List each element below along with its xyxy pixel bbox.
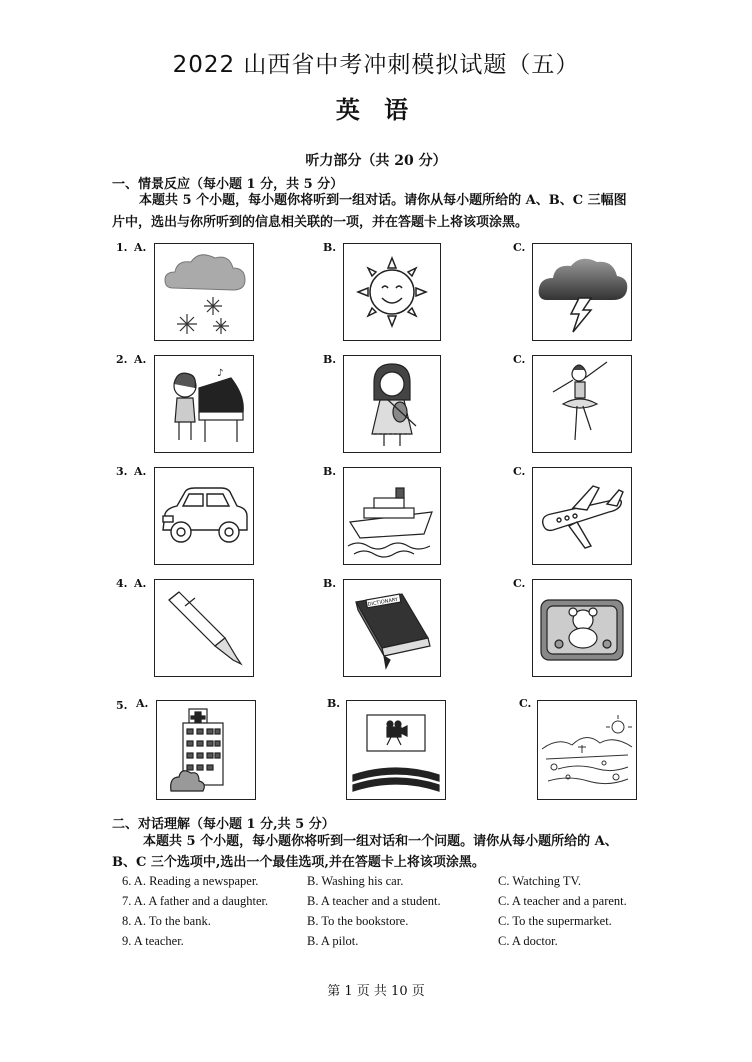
section2-heading: 二、对话理解（每小题 1 分,共 5 分） xyxy=(112,817,335,832)
answer-option[interactable]: B. A pilot. xyxy=(307,934,359,948)
option-label: B. xyxy=(323,465,337,478)
option-label: C. xyxy=(513,353,526,366)
option-label: C. xyxy=(513,465,526,478)
question-number: 4. xyxy=(116,577,128,590)
answer-option[interactable]: B. To the bookstore. xyxy=(307,914,409,928)
thunderstorm-icon[interactable] xyxy=(532,243,632,341)
answer-option[interactable]: C. To the supermarket. xyxy=(498,914,612,928)
answer-option[interactable]: B. A teacher and a student. xyxy=(307,894,441,908)
answer-option[interactable]: B. Washing his car. xyxy=(307,874,404,888)
answer-option[interactable]: 8. A. To the bank. xyxy=(122,914,211,928)
section2-instruction-line2: B、C 三个选项中,选出一个最佳选项,并在答题卡上将该项涂黑。 xyxy=(112,855,485,870)
page-footer: 第 1 页 共 10 页 xyxy=(327,984,425,999)
hospital-building-icon[interactable] xyxy=(156,700,256,800)
pencil-box-icon[interactable] xyxy=(532,579,632,677)
car-icon[interactable] xyxy=(154,467,254,565)
option-label: A. xyxy=(134,353,147,366)
park-scene-icon[interactable] xyxy=(537,700,637,800)
option-label: C. xyxy=(513,241,526,254)
question-number: 3. xyxy=(116,465,128,478)
dictionary-label: DICTIONARY xyxy=(367,596,399,608)
answer-option[interactable]: C. A doctor. xyxy=(498,934,558,948)
airplane-icon[interactable] xyxy=(532,467,632,565)
violin-girl-icon[interactable] xyxy=(343,355,441,453)
option-label: B. xyxy=(323,577,337,590)
section2-instruction-line1: 本题共 5 个小题，每小题你将听到一组对话和一个问题。请你从每小题所给的 A、 xyxy=(143,834,618,849)
answer-option[interactable]: 6. A. Reading a newspaper. xyxy=(122,874,259,888)
option-label: C. xyxy=(519,697,532,710)
section1-heading: 一、情景反应（每小题 1 分，共 5 分） xyxy=(112,177,344,192)
question-number: 1. xyxy=(116,241,128,254)
option-label: A. xyxy=(136,697,149,710)
section1-instruction-line1: 本题共 5 个小题，每小题你将听到一组对话。请你从每小题所给的 A、B、C 三幅图 xyxy=(139,193,627,208)
question-number: 5. xyxy=(116,699,128,712)
listening-heading: 听力部分（共 20 分） xyxy=(305,153,447,169)
piano-player-icon[interactable] xyxy=(154,355,254,453)
answer-option[interactable]: 9. A teacher. xyxy=(122,934,184,948)
subject-title: 英 语 xyxy=(335,95,417,124)
pen-icon[interactable] xyxy=(154,579,254,677)
ship-icon[interactable] xyxy=(343,467,441,565)
option-label: A. xyxy=(134,241,147,254)
sun-icon[interactable] xyxy=(343,243,441,341)
section1-instruction-line2: 片中，选出与你所听到的信息相关联的一项，并在答题卡上将该项涂黑。 xyxy=(112,215,529,230)
exam-title: 2022 山西省中考冲刺模拟试题（五） xyxy=(172,52,580,78)
option-label: B. xyxy=(323,353,337,366)
cinema-icon[interactable] xyxy=(346,700,446,800)
option-label: B. xyxy=(327,697,341,710)
answer-option[interactable]: C. A teacher and a parent. xyxy=(498,894,627,908)
answer-option[interactable]: 7. A. A father and a daughter. xyxy=(122,894,269,908)
option-label: A. xyxy=(134,465,147,478)
answer-option[interactable]: C. Watching TV. xyxy=(498,874,582,888)
option-label: B. xyxy=(323,241,337,254)
dictionary-icon[interactable] xyxy=(343,579,441,677)
option-label: A. xyxy=(134,577,147,590)
svg-text:♪: ♪ xyxy=(217,368,224,379)
question-number: 2. xyxy=(116,353,128,366)
option-label: C. xyxy=(513,577,526,590)
ballet-dancer-icon[interactable] xyxy=(532,355,632,453)
cloud-snow-icon[interactable] xyxy=(154,243,254,341)
